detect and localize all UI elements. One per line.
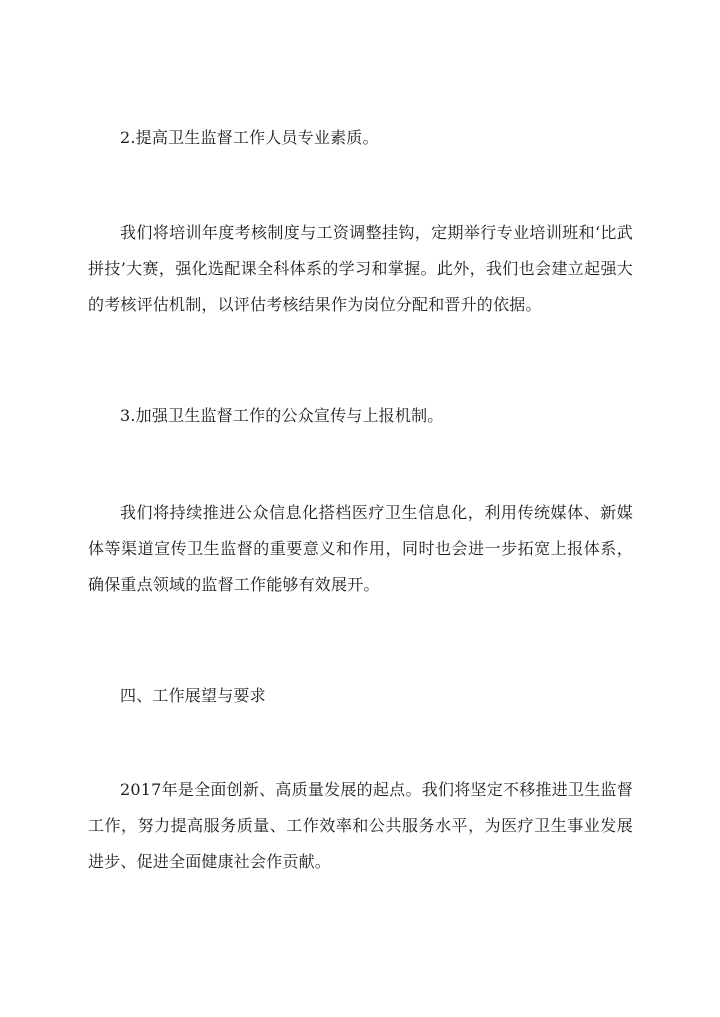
section-paragraph-3: 2017年是全面创新、高质量发展的起点。我们将坚定不移推进卫生监督工作，努力提高服务质量、工作效率和公共服务水平，为医疗卫生事业发展进步、促进全面健康社会作贡献。 [88,780,633,871]
section-paragraph-2: 我们将持续推进公众信息化搭档医疗卫生信息化，利用传统媒体、新媒体等渠道宣传卫生监督的重要意义和作用，同时也会进一步拓宽上报体系，确保重点领域的监督工作能够有效展开。 [88,503,633,594]
section-heading-1: 2.提高卫生监督工作人员专业素质。 [120,128,379,147]
section-heading-2: 3.加强卫生监督工作的公众宣传与上报机制。 [120,406,444,425]
section-heading-3: 四、工作展望与要求 [120,686,266,705]
section-paragraph-1: 我们将培训年度考核制度与工资调整挂钩，定期举行专业培训班和‘比武拼技’大赛，强化选配课全科体系的学习和掌握。此外，我们也会建立起强大的考核评估机制，以评估考核结果作为岗位分配和晋升的依据。 [88,223,633,314]
